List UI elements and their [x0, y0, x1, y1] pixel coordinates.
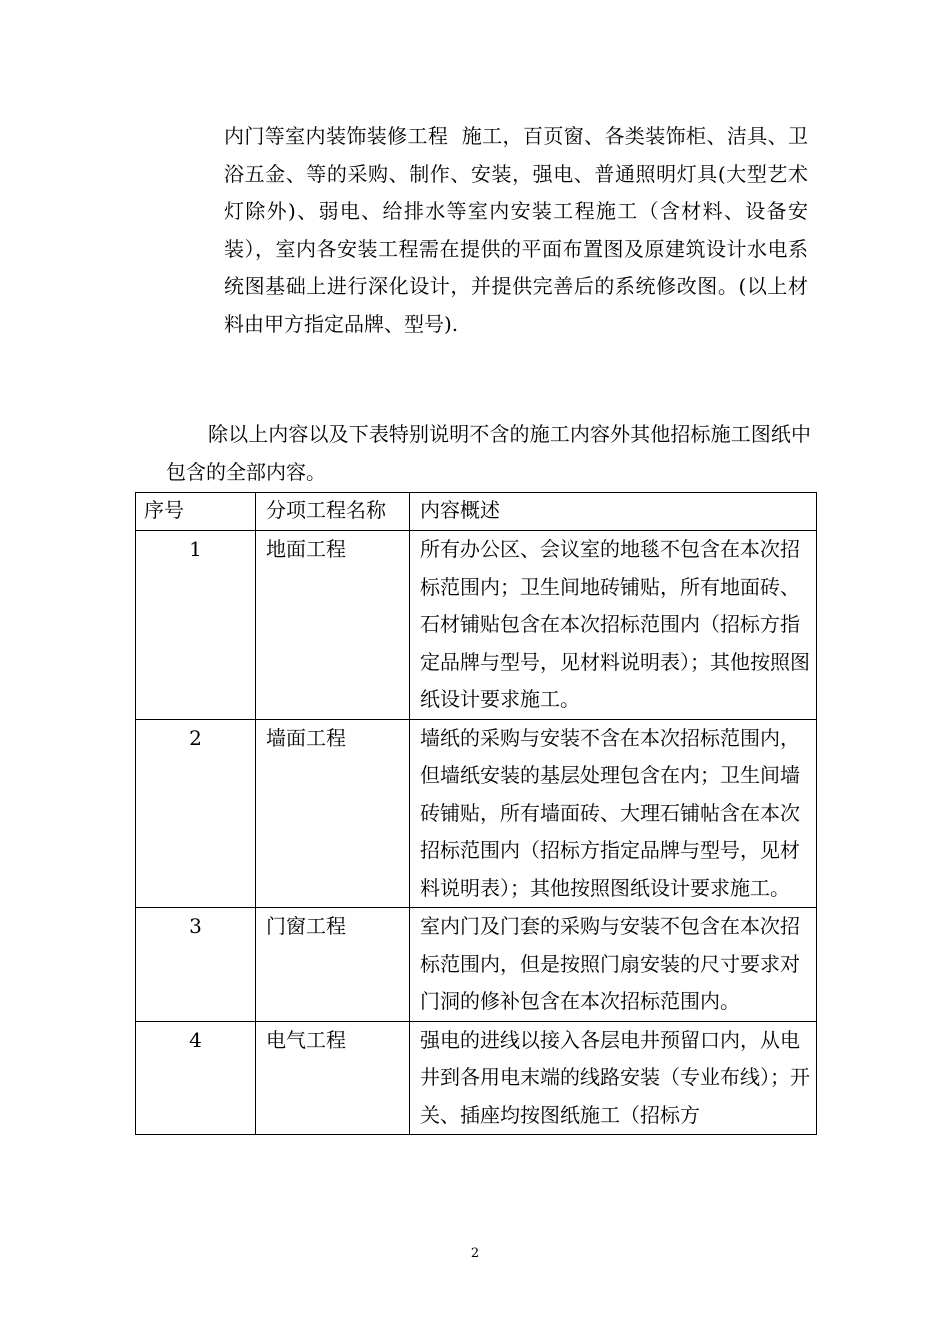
row-description: 室内门及门套的采购与安装不包含在本次招标范围内，但是按照门扇安装的尺寸要求对门洞的修补包含在本次招标范围内。 — [410, 908, 817, 1022]
header-item: 分项工程名称 — [256, 493, 410, 531]
row-description: 所有办公区、会议室的地毯不包含在本次招标范围内；卫生间地砖铺贴，所有地面砖、石材铺贴包含在本次招标范围内（招标方指定品牌与型号，见材料说明表）；其他按照图纸设计要求施工。 — [410, 531, 817, 720]
row-number: 1 — [136, 531, 256, 720]
table-header-row — [136, 493, 817, 531]
header-number: 序号 — [136, 493, 256, 531]
row-item: 墙面工程 — [256, 719, 410, 908]
row-item: 门窗工程 — [256, 908, 410, 1022]
table-row — [136, 908, 817, 1022]
row-number: 4 — [136, 1021, 256, 1135]
row-item: 电气工程 — [256, 1021, 410, 1135]
row-item: 地面工程 — [256, 531, 410, 720]
scope-paragraph: 除以上内容以及下表特别说明不含的施工内容外其他招标施工图纸中包含的全部内容。 — [166, 422, 811, 484]
table-row — [136, 531, 817, 720]
continuation-paragraph: 内门等室内装饰装修工程 施工，百页窗、各类装饰柜、洁具、卫浴五金、等的采购、制作、安装，强电、普通照明灯具(大型艺术灯除外)、弱电、给排水等室内安装工程施工（含材料、设备安装），室内各安装工程需在提供的平面布置图及原建筑设计水电系统图基础上进行深化设计，并提供完善后的系统修改图。(以上材料由甲方指定品牌、型号). — [224, 124, 808, 336]
row-description: 墙纸的采购与安装不含在本次招标范围内，但墙纸安装的基层处理包含在内；卫生间墙砖铺贴，所有墙面砖、大理石铺帖含在本次招标范围内（招标方指定品牌与型号，见材料说明表）；其他按照图纸设计要求施工。 — [410, 719, 817, 908]
row-number: 2 — [136, 719, 256, 908]
page-number: 2 — [470, 1246, 480, 1261]
scope-table — [135, 492, 817, 1135]
table-row — [136, 719, 817, 908]
row-description: 强电的进线以接入各层电井预留口内，从电井到各用电末端的线路安装（专业布线）；开关、插座均按图纸施工（招标方 — [410, 1021, 817, 1135]
table-row — [136, 1021, 817, 1135]
header-description: 内容概述 — [410, 493, 817, 531]
row-number: 3 — [136, 908, 256, 1022]
